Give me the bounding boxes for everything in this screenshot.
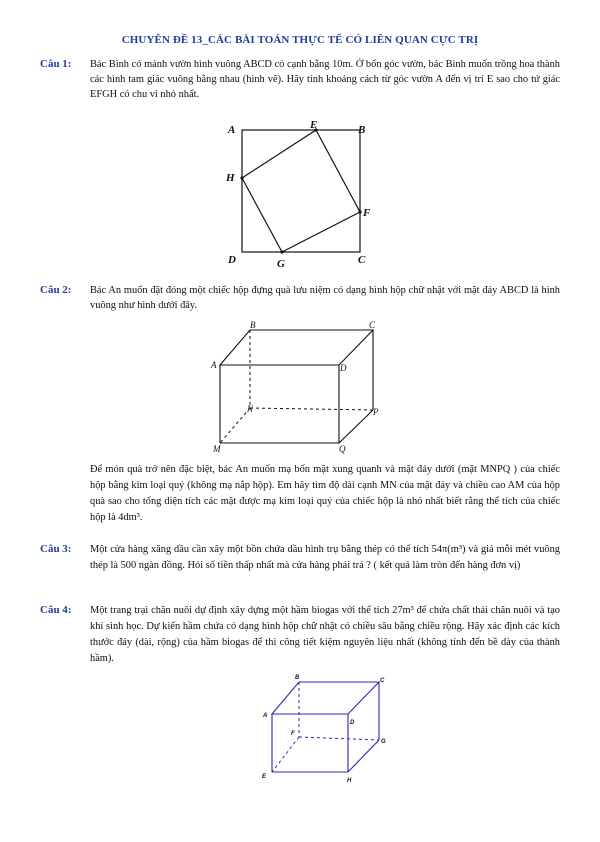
box-p-label: P — [373, 407, 379, 417]
point-e-label: E — [310, 119, 318, 131]
q4-text: Một trang trại chăn nuôi dự định xây dựng một hầm biogas với thể tích 27m³ để chứa chất thải chăn nuôi và tạo khí sinh học. Dự kiến hầm chứa có dạng hình hộp chữ nhật có chiều sâu bằng chiều rộng. Hãy xác định các kích thước đáy (dài, rộng) của hầm biogas để thi công tiết kiệm nguyên liệu nhất (không tính đến bề dày của thành hầm). — [90, 605, 560, 664]
point-f-label: F — [363, 207, 371, 219]
point-c-label: C — [358, 254, 366, 266]
q3-text: Một cửa hàng xăng dầu cần xây một bồn chứa dầu hình trụ bằng thép có thể tích 54π(m³) và giá mỗi mét vuông thép là 500 ngàn đồng. Hỏi số tiền thấp nhất mà cửa hàng phải trả ? ( kết quả làm tròn đến hàng đơn vị) — [90, 544, 560, 571]
tank-d-label: D — [350, 720, 355, 726]
page-title: CHUYÊN ĐỀ 13_CÁC BÀI TOÁN THỰC TẾ CÓ LIÊN QUAN CỰC TRỊ — [121, 34, 479, 46]
box-a-label: A — [211, 360, 217, 370]
q4-label: Câu 4: — [40, 604, 72, 616]
box-top-face — [220, 330, 373, 365]
point-b-label: B — [358, 124, 366, 136]
q2-text: Bác An muốn đặt đóng một chiếc hộp đựng quà lưu niệm có dạng hình hộp chữ nhật với mặt đáy ABCD là hình vuông như hình dưới đây. — [90, 285, 560, 311]
q2-label: Câu 2: — [40, 284, 72, 296]
tank-g-label: G — [381, 739, 386, 745]
point-g-label: G — [277, 258, 285, 270]
tank-e-label: E — [262, 774, 267, 780]
tank-h-label: H — [347, 778, 352, 784]
point-h-label: H — [226, 172, 235, 184]
q1-label: Câu 1: — [40, 58, 72, 70]
tank-f-label: F — [291, 731, 295, 737]
biogas-tank-figure — [252, 672, 402, 790]
box-q-label: Q — [339, 444, 346, 454]
tank-c-label: C — [380, 678, 385, 684]
gift-box-figure — [205, 318, 395, 458]
tank-b-label: B — [295, 675, 300, 681]
square-garden-figure — [222, 118, 382, 270]
point-a-label: A — [228, 124, 236, 136]
square-abcd — [242, 130, 360, 252]
point-d-label: D — [228, 254, 236, 266]
q3-label: Câu 3: — [40, 543, 72, 555]
box-b-label: B — [250, 320, 256, 330]
q1-text: Bác Bình có mảnh vườn hình vuông ABCD có cạnh bằng 10m. Ở bốn góc vườn, bác Bình muốn trồng hoa thành các hình tam giác vuông bằng nhau (hình vẽ). Hãy tính khoảng cách từ góc vườn A đến vị trí E sao cho tứ giác EFGH có chu vi nhỏ nhất. — [90, 59, 560, 100]
quadrilateral-efgh — [242, 130, 360, 252]
box-n-label: N — [247, 404, 254, 414]
box-m-label: M — [213, 444, 221, 454]
tank-top-face — [272, 682, 379, 714]
q2-text2: Để món quà trở nên đặc biệt, bác An muốn mạ bốn mặt xung quanh và mặt đáy dưới (mặt MNPQ ) của chiếc hộp bằng kim loại quý (không mạ nắp hộp). Em hãy tìm độ dài cạnh MN của mặt đáy và chiều cao AM của hộp quà sao cho tổng diện tích các mặt được mạ kim loại quý của chiếc hộp là nhỏ nhất biết rằng thể tích của chiếc hộp là 4dm³. — [90, 464, 560, 523]
box-d-label: D — [340, 363, 347, 373]
tank-a-label: A — [263, 713, 268, 719]
box-c-label: C — [369, 320, 376, 330]
